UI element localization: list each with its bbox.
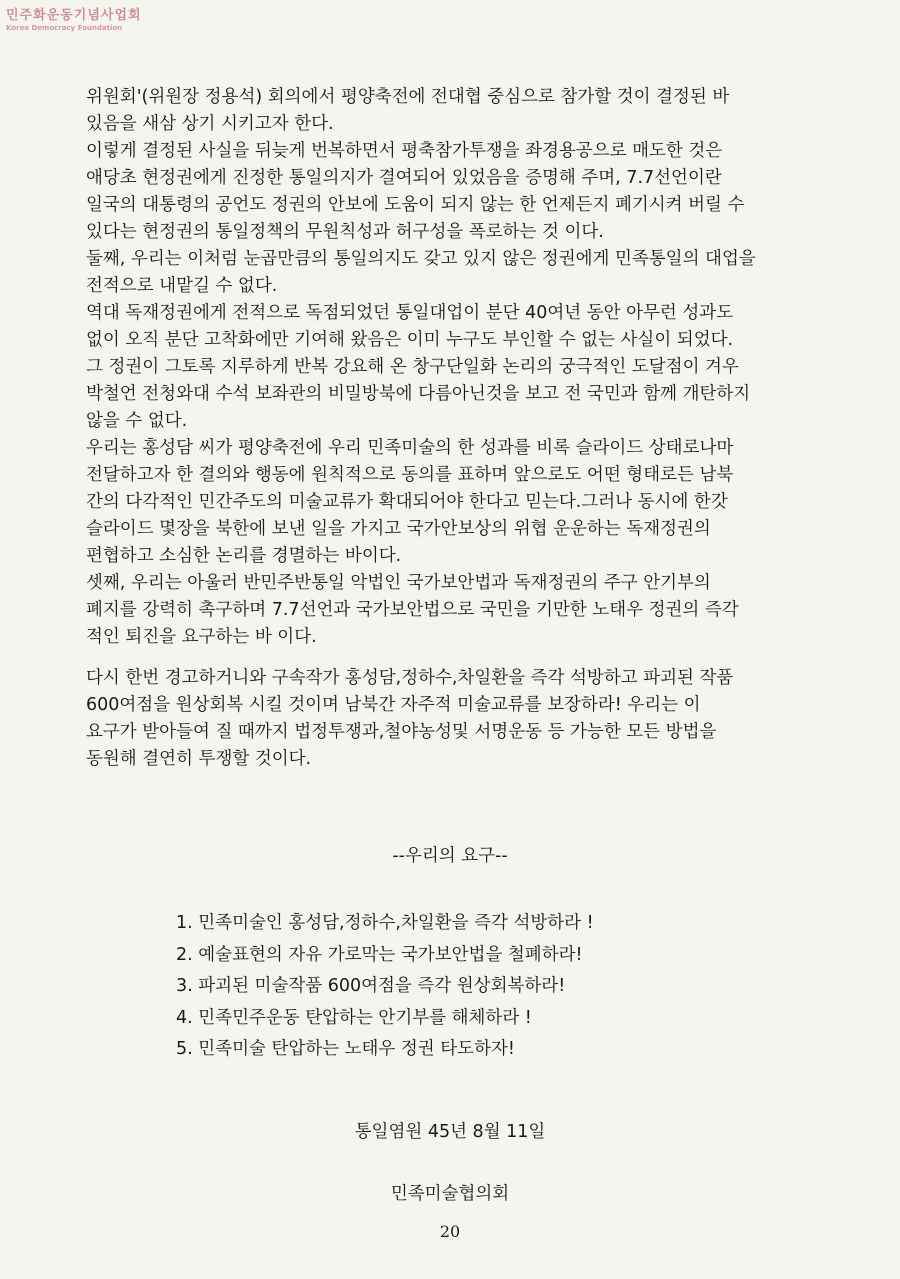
demand-item: 4. 민족민주운동 탄압하는 안기부를 해체하라 ! <box>176 1007 532 1028</box>
body-line: 우리는 홍성담 씨가 평양축전에 우리 민족미술의 한 성과를 비록 슬라이드 상태로나마 <box>86 438 734 458</box>
body-line: 이렇게 결정된 사실을 뒤늦게 번복하면서 평축참가투쟁을 좌경용공으로 매도한 것은 <box>86 141 723 161</box>
statement-body <box>86 84 822 773</box>
body-line: 둘째, 우리는 이처럼 눈곱만큼의 통일의지도 갖고 있지 않은 정권에게 민족통일의 대업을 <box>86 249 756 269</box>
body-line: 전달하고자 한 결의와 행동에 원칙적으로 동의를 표하며 앞으로도 어떤 형태로든 남북 <box>86 465 734 485</box>
body-line: 전적으로 내맡길 수 없다. <box>86 276 278 296</box>
demands-list <box>176 908 836 1066</box>
body-line: 적인 퇴진을 요구하는 바 이다. <box>86 627 317 647</box>
body-line: 애당초 현정권에게 진정한 통일의지가 결여되어 있었음을 증명해 주며, 7.7선언이란 <box>86 168 722 188</box>
demands-heading: --우리의 요구-- <box>392 846 508 866</box>
body-line: 박철언 전청와대 수석 보좌관의 비밀방북에 다름아닌것을 보고 전 국민과 함께 개탄하지 <box>86 384 751 404</box>
demand-item: 3. 파괴된 미술작품 600여점을 즉각 원상회복하라! <box>176 976 566 996</box>
demand-item: 5. 민족미술 탄압하는 노태우 정권 타도하자! <box>176 1039 515 1059</box>
paragraph-gap <box>86 651 822 665</box>
body-line: 동원해 결연히 투쟁할 것이다. <box>86 749 312 769</box>
body-line: 600여점을 원상회복 시킬 것이며 남북간 자주적 미술교류를 보장하라! 우리는 이 <box>86 695 701 715</box>
body-line: 편협하고 소심한 논리를 경멸하는 바이다. <box>86 546 402 566</box>
body-line: 슬라이드 몇장을 북한에 보낸 일을 가지고 국가안보상의 위협 운운하는 독재정권의 <box>86 519 711 539</box>
body-line: 폐지를 강력히 촉구하며 7.7선언과 국가보안법으로 국민을 기만한 노태우 정권의 즉각 <box>86 600 739 620</box>
body-line: 다시 한번 경고하거니와 구속작가 홍성담,정하수,차일환을 즉각 석방하고 파괴된 작품 <box>86 668 734 688</box>
body-line: 없이 오직 분단 고착화에만 기여해 왔음은 이미 누구도 부인할 수 없는 사실이 되었다. <box>86 330 734 350</box>
issuing-organization: 민족미술협의회 <box>390 1184 510 1204</box>
body-line: 있다는 현정권의 통일정책의 무원칙성과 허구성을 폭로하는 것 이다. <box>86 222 604 242</box>
body-line: 요구가 받아들여 질 때까지 법정투쟁과,철야농성및 서명운동 등 가능한 모든 방법을 <box>86 722 717 742</box>
statement-date: 통일염원 45년 8월 11일 <box>354 1122 546 1142</box>
foundation-watermark <box>6 4 142 32</box>
body-line: 간의 다각적인 민간주도의 미술교류가 확대되어야 한다고 믿는다.그러나 동시에 한갓 <box>86 492 728 512</box>
body-line: 않을 수 없다. <box>86 411 188 431</box>
body-line: 그 정권이 그토록 지루하게 반복 강요해 온 창구단일화 논리의 궁극적인 도달점이 겨우 <box>86 357 739 377</box>
body-line: 셋째, 우리는 아울러 반민주반통일 악법인 국가보안법과 독재정권의 주구 안기부의 <box>86 573 711 593</box>
body-line: 역대 독재정권에게 전적으로 독점되었던 통일대업이 분단 40여년 동안 아무런 성과도 <box>86 303 734 323</box>
body-line: 있음을 새삼 상기 시키고자 한다. <box>86 114 334 134</box>
watermark-english: Korea Democracy Foundation <box>6 24 123 32</box>
body-line: 일국의 대통령의 공언도 정권의 안보에 도움이 되지 않는 한 언제든지 폐기시켜 버릴 수 <box>86 195 745 215</box>
demand-item: 2. 예술표현의 자유 가로막는 국가보안법을 철폐하라! <box>176 944 583 965</box>
page-number: 20 <box>439 1222 461 1241</box>
body-line: 위원회'(위원장 정용석) 회의에서 평양축전에 전대협 중심으로 참가할 것이 결정된 바 <box>86 87 730 107</box>
watermark-korean: 민주화운동기념사업회 <box>6 8 142 23</box>
demand-item: 1. 민족미술인 홍성담,정하수,차일환을 즉각 석방하라 ! <box>176 913 594 933</box>
